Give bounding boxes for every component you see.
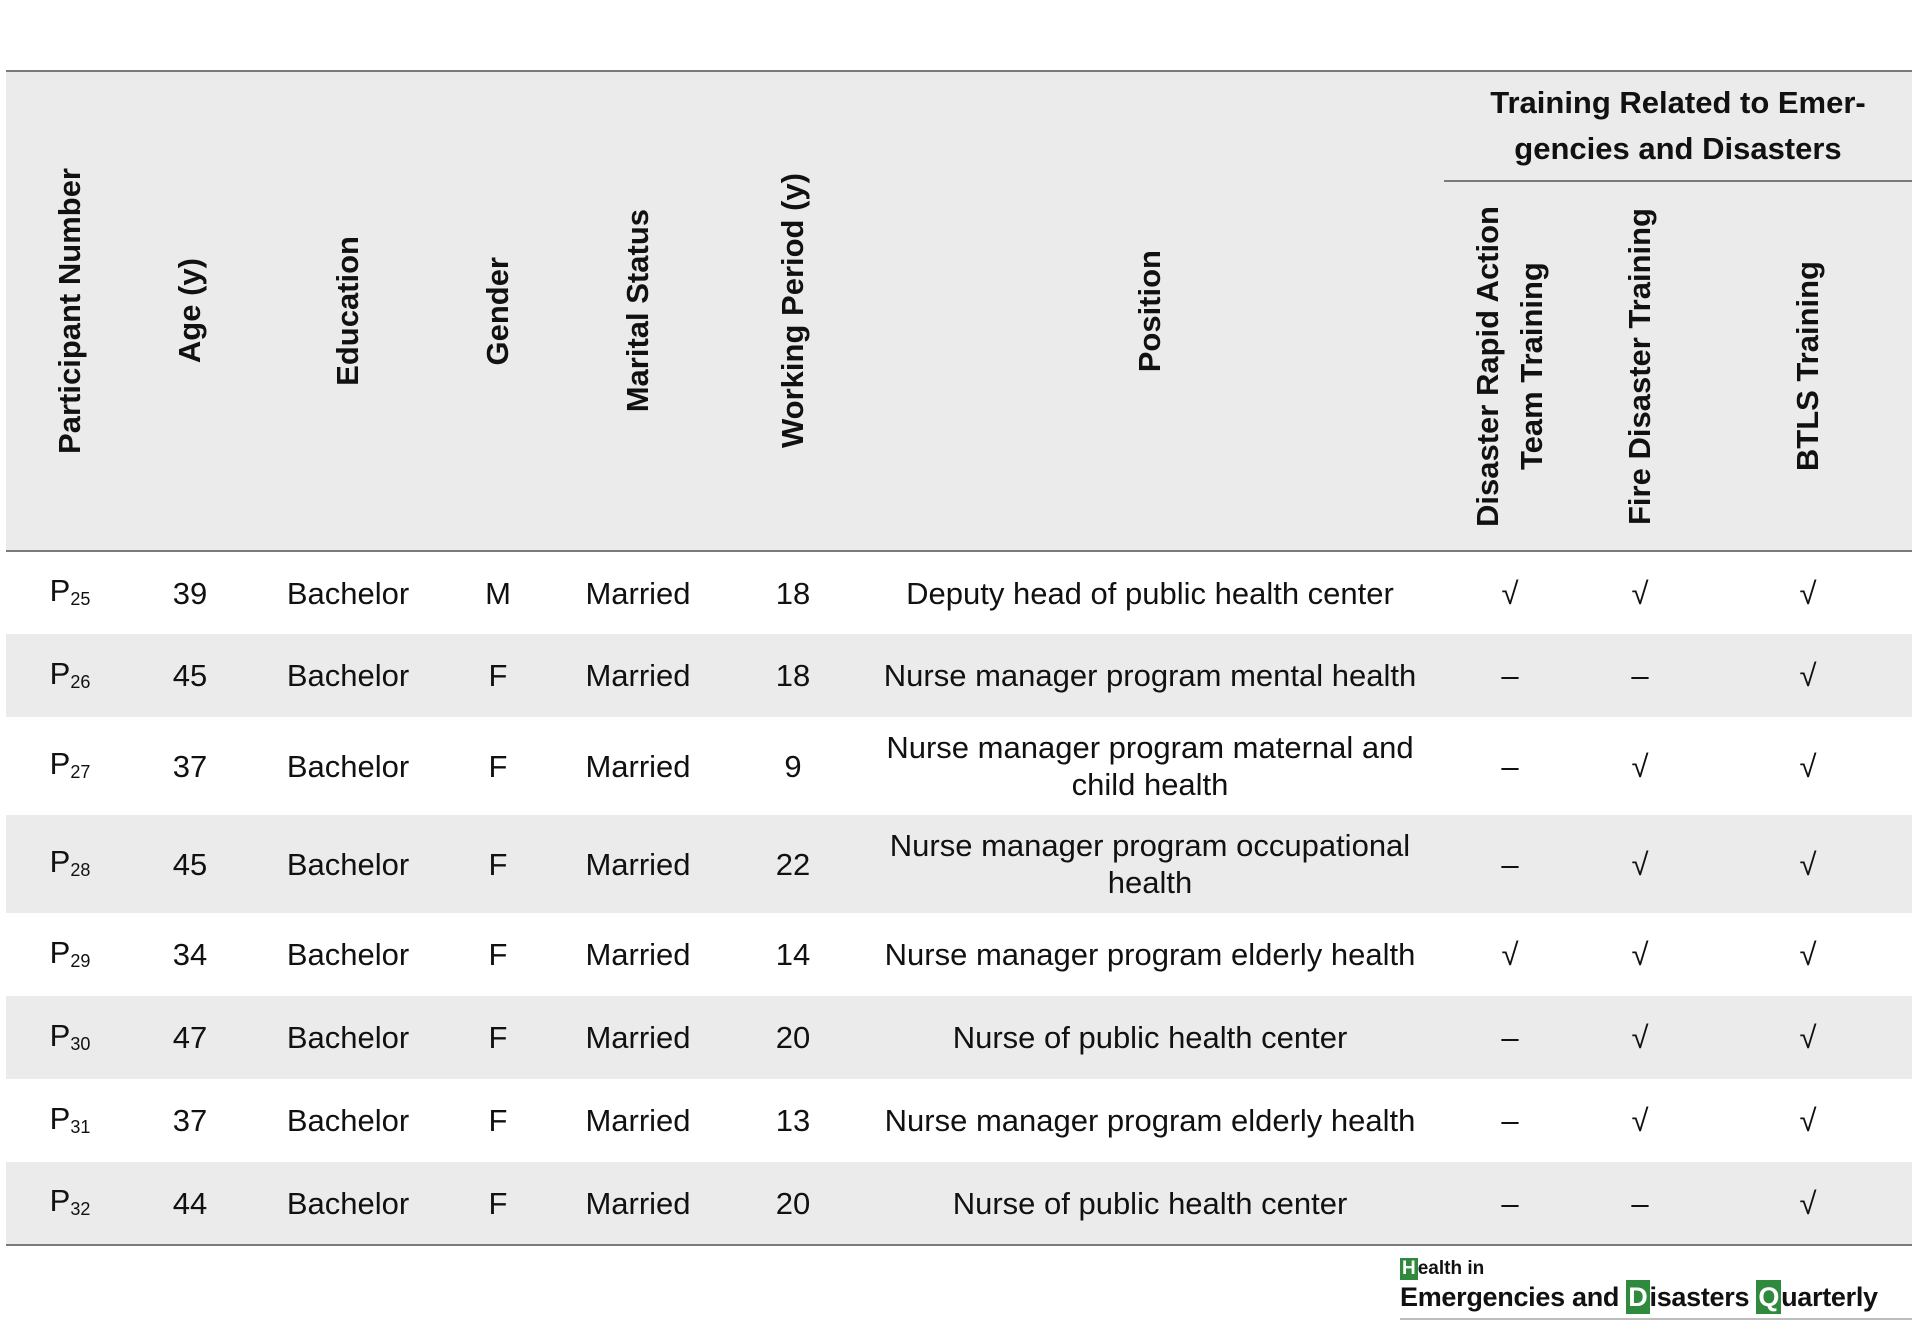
marital-status-cell: Married <box>546 634 730 717</box>
education-cell: Bachelor <box>286 937 410 972</box>
header-training-group <box>1444 71 1912 551</box>
fire-disaster-mark: √ <box>1631 937 1649 972</box>
gender-cell: M <box>485 575 511 611</box>
disaster-rapid-action-mark: √ <box>1501 937 1519 972</box>
education-cell: Bachelor <box>246 1162 450 1245</box>
marital-status-cell: Married <box>585 575 691 611</box>
position-cell: Nurse manager program mental health <box>856 634 1444 717</box>
education-cell: Bachelor <box>286 575 410 611</box>
marital-status-cell: Married <box>546 815 730 913</box>
participant-table-container <box>6 70 1912 1246</box>
fire-disaster-mark: √ <box>1631 575 1649 611</box>
marital-status-cell: Married <box>546 996 730 1079</box>
disaster-rapid-action-mark: – <box>1501 748 1519 784</box>
header-marital-status: Marital Status <box>546 71 730 551</box>
disaster-rapid-action-mark: – <box>1501 658 1519 693</box>
disaster-rapid-action-mark: – <box>1501 1020 1519 1055</box>
training-cells <box>1444 1162 1912 1245</box>
table-row <box>6 717 1912 815</box>
working-period-cell: 14 <box>775 937 811 972</box>
training-cells <box>1444 913 1912 996</box>
working-period-cell: 13 <box>775 1103 811 1138</box>
btls-mark: √ <box>1799 846 1817 882</box>
table-body <box>6 551 1912 1245</box>
btls-mark: √ <box>1799 575 1817 611</box>
age-cell: 45 <box>134 815 246 913</box>
working-period-cell: 18 <box>730 634 856 717</box>
table-row <box>6 1079 1912 1162</box>
position-cell: Nurse manager program elderly health <box>884 1103 1416 1138</box>
age-cell: 39 <box>172 575 208 611</box>
disaster-rapid-action-mark: – <box>1501 1185 1519 1221</box>
gender-cell: F <box>450 1162 546 1245</box>
participant-number-cell: $P_{25}$ <box>49 573 91 609</box>
table-row <box>6 551 1912 634</box>
training-cells <box>1444 1079 1912 1162</box>
table-row <box>6 815 1912 913</box>
header-age: Age (y) <box>134 71 246 551</box>
age-cell: 47 <box>134 996 246 1079</box>
marital-status-cell: Married <box>585 1103 691 1138</box>
education-cell: Bachelor <box>286 1103 410 1138</box>
btls-mark: √ <box>1799 658 1817 693</box>
gender-cell: F <box>450 634 546 717</box>
position-cell: Nurse of public health center <box>856 1162 1444 1245</box>
participant-number-cell: $P_{27}$ <box>49 746 91 782</box>
participant-number-cell: $P_{32}$ <box>6 1162 134 1245</box>
header-btls-training: BTLS Training <box>1790 260 1825 472</box>
header-disaster-rapid-action-team-training: Disaster Rapid Action Team Training <box>1470 205 1549 527</box>
btls-mark: √ <box>1799 937 1817 972</box>
table-row <box>6 634 1912 717</box>
header-fire-disaster-training: Fire Disaster Training <box>1622 207 1657 525</box>
journal-logo: H ealth in Emergencies and Disasters Quarterly <box>1400 1258 1912 1320</box>
fire-disaster-mark: √ <box>1631 846 1649 882</box>
disaster-rapid-action-mark: – <box>1501 1103 1519 1138</box>
gender-cell: F <box>488 937 508 972</box>
disaster-rapid-action-mark: √ <box>1501 575 1519 611</box>
training-group-title: Training Related to Emer- gencies and Disasters <box>1444 72 1912 182</box>
marital-status-cell: Married <box>585 937 691 972</box>
participant-number-cell: $P_{30}$ <box>6 996 134 1079</box>
header-participant-number: Participant Number <box>6 71 134 551</box>
working-period-cell: 20 <box>730 996 856 1079</box>
header-position: Position <box>856 71 1444 551</box>
position-cell: Nurse manager program maternal and child health <box>886 730 1414 802</box>
training-cells <box>1444 634 1912 717</box>
gender-cell: F <box>450 996 546 1079</box>
education-cell: Bachelor <box>286 748 410 784</box>
participant-number-cell: $P_{29}$ <box>49 934 91 971</box>
header-gender: Gender <box>450 71 546 551</box>
participant-number-cell: $P_{26}$ <box>6 634 134 717</box>
fire-disaster-mark: √ <box>1631 1103 1649 1138</box>
disaster-rapid-action-mark: – <box>1501 846 1519 882</box>
training-cells <box>1444 996 1912 1079</box>
marital-status-cell: Married <box>585 748 691 784</box>
header-working-period: Working Period (y) <box>730 71 856 551</box>
training-cells <box>1444 551 1912 634</box>
age-cell: 44 <box>134 1162 246 1245</box>
header-education: Education <box>246 71 450 551</box>
training-cells <box>1444 815 1912 913</box>
age-cell: 34 <box>172 937 208 972</box>
gender-cell: F <box>488 1103 508 1138</box>
position-cell: Nurse manager program elderly health <box>884 937 1416 972</box>
participant-table <box>6 70 1912 1246</box>
education-cell: Bachelor <box>246 634 450 717</box>
participant-number-cell: $P_{31}$ <box>49 1100 91 1137</box>
fire-disaster-mark: – <box>1631 1185 1649 1221</box>
table-header <box>6 71 1912 551</box>
btls-mark: √ <box>1799 1020 1817 1055</box>
btls-mark: √ <box>1799 748 1817 784</box>
fire-disaster-mark: √ <box>1631 748 1649 784</box>
age-cell: 45 <box>134 634 246 717</box>
position-cell: Nurse manager program occupational health <box>856 815 1444 913</box>
fire-disaster-mark: √ <box>1631 1020 1649 1055</box>
position-cell: Nurse of public health center <box>856 996 1444 1079</box>
table-row <box>6 913 1912 996</box>
training-cells <box>1444 717 1912 815</box>
position-cell: Deputy head of public health center <box>906 575 1394 611</box>
education-cell: Bachelor <box>246 996 450 1079</box>
working-period-cell: 9 <box>784 748 802 784</box>
btls-mark: √ <box>1799 1103 1817 1138</box>
logo-underline <box>1400 1318 1912 1320</box>
btls-mark: √ <box>1799 1185 1817 1221</box>
gender-cell: F <box>450 815 546 913</box>
working-period-cell: 22 <box>730 815 856 913</box>
age-cell: 37 <box>172 1103 208 1138</box>
education-cell: Bachelor <box>246 815 450 913</box>
gender-cell: F <box>488 748 508 784</box>
participant-number-cell: $P_{28}$ <box>6 815 134 913</box>
table-row <box>6 996 1912 1079</box>
working-period-cell: 18 <box>775 575 811 611</box>
table-row <box>6 1162 1912 1245</box>
age-cell: 37 <box>172 748 208 784</box>
marital-status-cell: Married <box>546 1162 730 1245</box>
working-period-cell: 20 <box>730 1162 856 1245</box>
fire-disaster-mark: – <box>1631 658 1649 693</box>
